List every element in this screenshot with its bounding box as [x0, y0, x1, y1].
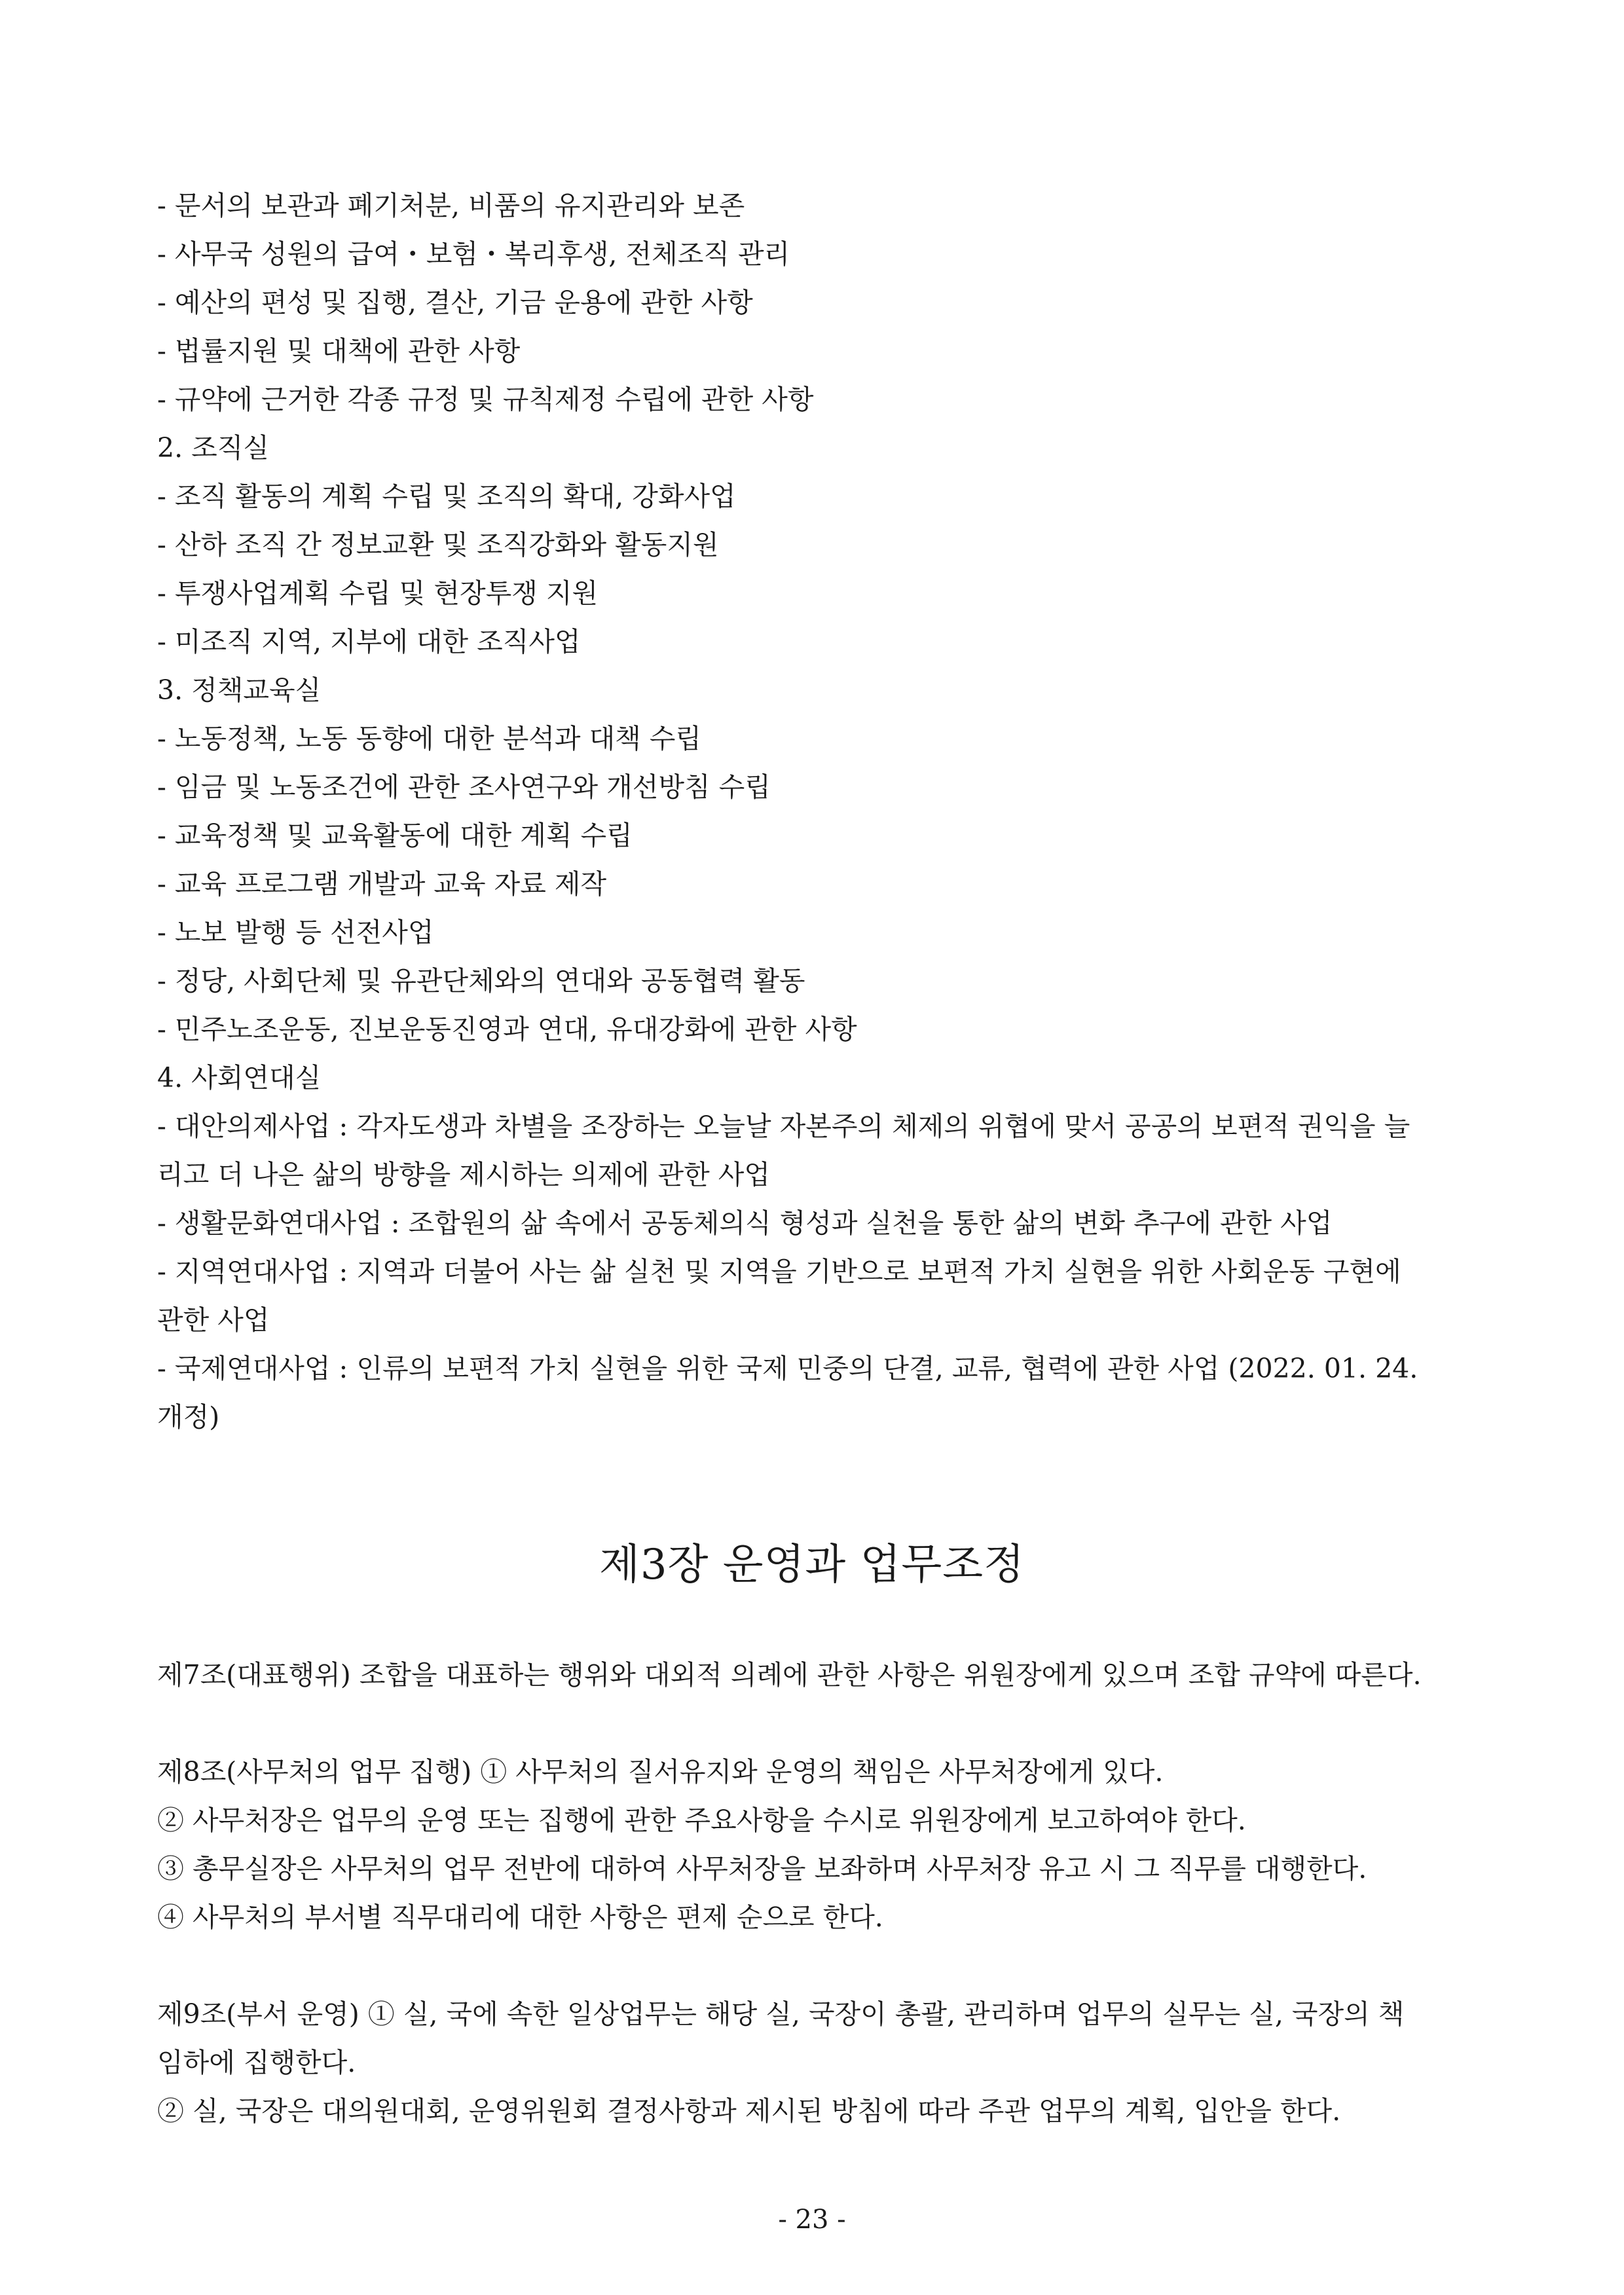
list-item: - 조직 활동의 계획 수립 및 조직의 확대, 강화사업	[157, 481, 736, 512]
list-item: - 대안의제사업 : 각자도생과 차별을 조장하는 오늘날 자본주의 체제의 위협에 맞서 공공의 보편적 권익을 늘	[157, 1111, 1411, 1142]
list-item: - 국제연대사업 : 인류의 보편적 가치 실현을 위한 국제 민중의 단결, 교류, 협력에 관한 사업 (2022. 01. 24.	[157, 1353, 1418, 1384]
list-item: - 노동정책, 노동 동향에 대한 분석과 대책 수립	[157, 723, 702, 754]
article-line: 제7조(대표행위) 조합을 대표하는 행위와 대외적 의례에 관한 사항은 위원장에게 있으며 조합 규약에 따른다.	[157, 1659, 1422, 1691]
list-item: - 산하 조직 간 정보교환 및 조직강화와 활동지원	[157, 529, 719, 560]
list-item: - 교육정책 및 교육활동에 대한 계획 수립	[157, 820, 633, 851]
list-item: - 민주노조운동, 진보운동진영과 연대, 유대강화에 관한 사항	[157, 1014, 857, 1045]
section3-items	[157, 714, 1473, 1054]
article-9	[157, 1990, 1473, 2135]
list-item: - 투쟁사업계획 수립 및 현장투쟁 지원	[157, 578, 599, 609]
article-line: 제9조(부서 운영) ① 실, 국에 속한 일상업무는 해당 실, 국장이 총괄, 관리하며 업무의 실무는 실, 국장의 책	[157, 1998, 1405, 2030]
list-item: 개정)	[157, 1401, 220, 1433]
article-7	[157, 1651, 1473, 1699]
page-number: - 23 -	[778, 2205, 846, 2235]
chapter-title: 제3장 운영과 업무조정	[599, 1541, 1025, 1589]
article-line: ④ 사무처의 부서별 직무대리에 대한 사항은 편제 순으로 한다.	[157, 1901, 883, 1933]
list-item: - 임금 및 노동조건에 관한 조사연구와 개선방침 수립	[157, 771, 771, 803]
list-item: 리고 더 나은 삶의 방향을 제시하는 의제에 관한 사업	[157, 1159, 770, 1190]
list-item: - 지역연대사업 : 지역과 더불어 사는 삶 실천 및 지역을 기반으로 보편적 가치 실현을 위한 사회운동 구현에	[157, 1256, 1401, 1287]
paragraph-gap	[157, 1941, 1473, 1990]
list-item: - 미조직 지역, 지부에 대한 조직사업	[157, 626, 581, 657]
list-item: - 사무국 성원의 급여・보험・복리후생, 전체조직 관리	[157, 238, 790, 270]
list-item: - 정당, 사회단체 및 유관단체와의 연대와 공동협력 활동	[157, 965, 805, 997]
list-item: - 문서의 보관과 폐기처분, 비품의 유지관리와 보존	[157, 190, 745, 221]
section2-heading: 2. 조직실	[157, 432, 269, 464]
article-line: 임하에 집행한다.	[157, 2047, 356, 2078]
list-item: - 예산의 편성 및 집행, 결산, 기금 운용에 관한 사항	[157, 287, 753, 318]
list-item: - 생활문화연대사업 : 조합원의 삶 속에서 공동체의식 형성과 실천을 통한 삶의 변화 추구에 관한 사업	[157, 1207, 1333, 1239]
section1-items	[157, 181, 1473, 424]
article-line: ② 실, 국장은 대의원대회, 운영위원회 결정사항과 제시된 방침에 따라 주관 업무의 계획, 입안을 한다.	[157, 2095, 1341, 2127]
list-item: - 규약에 근거한 각종 규정 및 규칙제정 수립에 관한 사항	[157, 384, 814, 415]
section2-items	[157, 472, 1473, 666]
section4-items	[157, 1102, 1473, 1441]
list-item: - 교육 프로그램 개발과 교육 자료 제작	[157, 868, 607, 900]
article-8	[157, 1748, 1473, 1941]
section-list	[157, 181, 1473, 1441]
article-line: ② 사무처장은 업무의 운영 또는 집행에 관한 주요사항을 수시로 위원장에게 보고하여야 한다.	[157, 1805, 1246, 1836]
article-line: ③ 총무실장은 사무처의 업무 전반에 대하여 사무처장을 보좌하며 사무처장 유고 시 그 직무를 대행한다.	[157, 1853, 1367, 1884]
list-item: - 법률지원 및 대책에 관한 사항	[157, 335, 521, 367]
list-item: - 노보 발행 등 선전사업	[157, 917, 434, 948]
list-item: 관한 사업	[157, 1304, 270, 1336]
section3-heading: 3. 정책교육실	[157, 674, 322, 706]
article-line: 제8조(사무처의 업무 집행) ① 사무처의 질서유지와 운영의 책임은 사무처장에게 있다.	[157, 1756, 1164, 1788]
paragraph-gap	[157, 1699, 1473, 1748]
section4-heading: 4. 사회연대실	[157, 1062, 322, 1093]
articles	[157, 1651, 1473, 2135]
